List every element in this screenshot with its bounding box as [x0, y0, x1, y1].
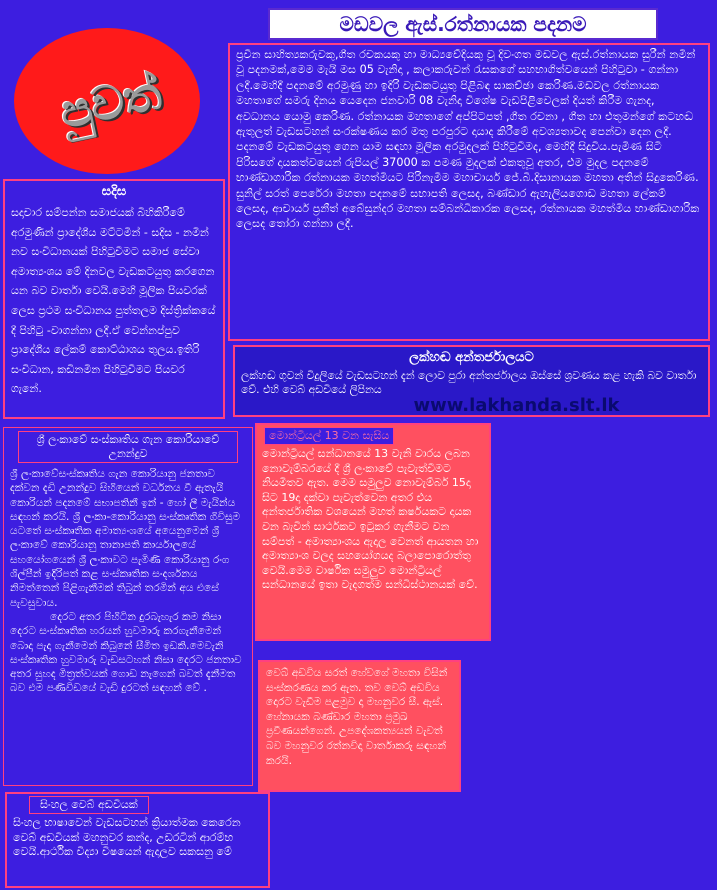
- web-note: [258, 660, 461, 792]
- main-paragraph: ප්‍රවීන සාහිත්‍යකරුවකු,ගීත රචකයකු හා මාධ්‍යවේදියකු වූ දිවංගත මඩවල ඇස්.රත්නායක සුරීන් නමින් වූ පදනමක්,මෙම මැයි මස 05 වැනිදා , කලාකරුවන් රැසකගේ සහභාගිත්වයෙන් පිහිටුවා - ගන්නා ලදී.මෙහිදී පදනමේ අරමුණු හා ඉදිරි වැඩකටයුතු පිළිබඳ සාකච්ඡා කෙරිණ.මඩවල රත්නායක මහතාගේ සමරු දිනය යෙදෙන ජනවාරි 08 වැනිදා විශේෂ වැඩපිළිවෙලක් දියත් කිරීම ගැනද, අවධානය යොමු කෙරිණ. රත්නායක මහතාගේ අප්පිටපත් ,ගීත රචනා , ගීත හා එතුමන්ගේ කටහඬ ඇතුලත් වැඩසටහන් සංරක්ෂණය කර මතු පරපුරට දායාද කිරීමේ අවශ්‍යතාවද පෙන්වා දෙන ලදී.: [236, 48, 696, 139]
- montreal-text: මොන්ට්‍රියල් සන්ධානයේ 13 වැනි වාරය ලබන නොවැම්බරයේ දී ශ්‍රී ලංකාවේ පැවැත්වීමට නියමිතව ඇත. මෙම සමුලුව නොවැම්බර් 15දා සිට 19දා දක්වා පැවැත්වෙන අතර එය අන්තර්ජාතික වශයෙන් මහත් කර්ෂයකට දායක වන බැවින් සාර්ථකව ඉටුකර ගැනීමට වන සම්පත් - අමාත්‍යාංශය ඇදාල වෙනත් ආයතන හා අමාත්‍යාංශ වලද සහයෝගයද බලාපොරොත්තු වෙයි.මෙම වාර්ෂික සමුලුව මොන්ට්‍රියල් සන්ධානයේ ඉතා වැදගත්ම සන්ධිස්ථානයක් වේ.: [262, 447, 479, 592]
- sadisa-article: [3, 179, 225, 419]
- lakhanda-heading: ලක්හඬ අන්තර්ජාලයට: [409, 350, 534, 365]
- sinhala-web-heading: සිංහල වෙබ් අඩවියක්: [29, 796, 149, 814]
- korea-paragraph: දෙරට අතර පිහිටින දුරබැහැර කම නිසා දෙරට සංස්කෘතික හරයන් හුවමාරු කරගැනීමෙන් බොදා පැදා ගැනීමෙන් කිබුනේ සීමිත ඉඩකි.මෙවැනි සංස්කෘතික හුවමාරු වැඩසටහන් නිසා දෙරට ජනතාව අතර සුහද මිත්‍රත්වයක් ගොඩ නැගෙන් බවත් දැනීමත බව එම පණිවිඩයේ වැඩි දුරටත් සඳහන් වේ .: [10, 610, 242, 695]
- korea-heading: ශ්‍රී ලංකාවේ සංස්කෘතිය ගැන කොරියාවේ උනන්දුව: [18, 431, 238, 463]
- main-paragraph: පදනමේ වැඩකටයුතු ගෙන යාම සඳහා මූලික අරමුදලක් පිහිටුවීමද, මෙහිදී සිදුවිය.පැමිණ සිටි පිරිසගේ දායකත්වයෙන් රුපියල් 37000 ක පමණ මුදලක් එකතුවූ අතර, එම මුදල පදනමේ භාණ්ඩාගාරික රත්නායක මහත්මියට පිරිනැමීම මහාචාර්ය ජේ.බී.දිසානායක මහතා අතින් සිදුකෙරිණ.: [236, 140, 699, 185]
- sadisa-heading: සදිස: [101, 184, 127, 199]
- korea-article: [3, 427, 253, 786]
- main-paragraph: සුනිල් සරත් පෙරේරා මහතා පදනමේ සභාපති ලෙසද, බණ්ඩාර ඇහැලියගොඩ මහතා ලේකම් ලෙසද, ආචාර්ය ප්‍රනීත් අබේසුන්දර මහතා සම්බන්ධීකාරක ලෙසද, රත්නායක මහත්මිය භාණ්ඩාගාරික ලෙසද තෝරා ගන්නා ලදී.: [236, 186, 700, 231]
- lakhanda-article: [233, 345, 710, 417]
- main-article: [228, 43, 710, 341]
- sinhala-web-article: [5, 792, 270, 888]
- sinhala-web-text: සිංහල භාෂාවෙන් වැඩසටහන් ක්‍රියාත්මක කෙරෙන වෙබ් අඩවියක් මහනුවර කන්ද, උඩරටින් ආරම්භ වෙයි.ආර්ථික විද්‍යා විෂයෙන් ඇදාලව සකසනු මේ: [13, 816, 241, 859]
- montreal-article: [255, 423, 491, 641]
- lakhanda-url-link[interactable]: www.lakhanda.slt.lk: [413, 394, 620, 416]
- logo: පුවත්: [55, 65, 166, 140]
- montreal-heading: මොන්ට්‍රියල් 13 වන සැසිය: [264, 427, 394, 445]
- korea-paragraph: ශ්‍රී ලංකාවේසංස්කෘතිය ගැන කොරියානු ජනතාව දක්වන දැඩි උනන්දුව සිහියෙන් වර්ධනය වී ඇතැයි කොරියන් පදනමේ සභාපතිනී ඉන් - හෝ ලී මැයින්ය සඳහන් කරයි. ශ්‍රී ලංකා-කොරියානු සංස්කෘතික ගිවිසුම යටතේ සංස්කෘතික අමාත්‍යංශයේ අයෙනුමෙන් ශ්‍රී ලංකාවේ කොරියානු තානාපති කාර්යාලයේ සහයෝගයෙන් ශ්‍රී ලංකාවට පැමිණි කොරියානු රංග ශිල්පීන් ඉදිරිපත් කළ සංස්කෘතික සංදර්ශනය නිමත්තෙන් පිළිගැනීමක් තිබුන් තරමින් අය එසේ පැවසුවාය.: [10, 468, 241, 609]
- page-title: මඩවල ඇස්.රත්නායක පදනම: [268, 8, 658, 40]
- sadisa-text: සදාචාර සම්පන්න සමාජයක් බිහිකිරීමේ අරමුණින් ප්‍රාදේශීය මට්ටමින් - සදිස - නමින් නව සංවිධානයක් පිහිටුවීමට සමාජ සේවා අමාත්‍යංශය මේ දිනවල වැඩකටයුතු කරගෙන යන බව වාර්තා වෙයි.මෙහි මූලික පියවරක් ලෙස ප්‍රථම සංවිධානය පුත්තලම දිස්ත්‍රික්කයේ දී පිහිටු -වාගන්නා ලදී.ඒ වෙන්නප්පුව ප්‍රාදේශීය ලේකම් කොට්ඨාශය තුලය.ඉතිරි සංවිධාන, කඩිනමින පිහිටුවීමට පියවර ගැනේ.: [11, 206, 216, 396]
- lakhanda-text: ලක්හඬ ගුවන් විදුලියේ වැඩසටහන් දැන් ලොව පුරා අන්තර්ජාලය ඔස්සේ ශ්‍රවණය කළ හැකි බව වාර්තා වේ. එහි වෙබ් අඩවියේ ලිපිනය: [241, 369, 697, 396]
- web-note-text: වෙබ් අඩවිය සරත් හේවගේ මහතා විසින් සංස්කරණය කර ඇත. තව වෙබ් අඩවිය දොරට වැඩීම පළමුව දා මහනුවර සී. ඇස්. හේනායක බණ්ඩාර මහතා ප්‍රමුඛ ප්‍රවීණයන්ගෙන්. උපදේශකත්‍යයන් වැවත් බව මහනුවර රත්නවිදා වාර්තාකරු සඳහන් කරයි.: [266, 667, 448, 767]
